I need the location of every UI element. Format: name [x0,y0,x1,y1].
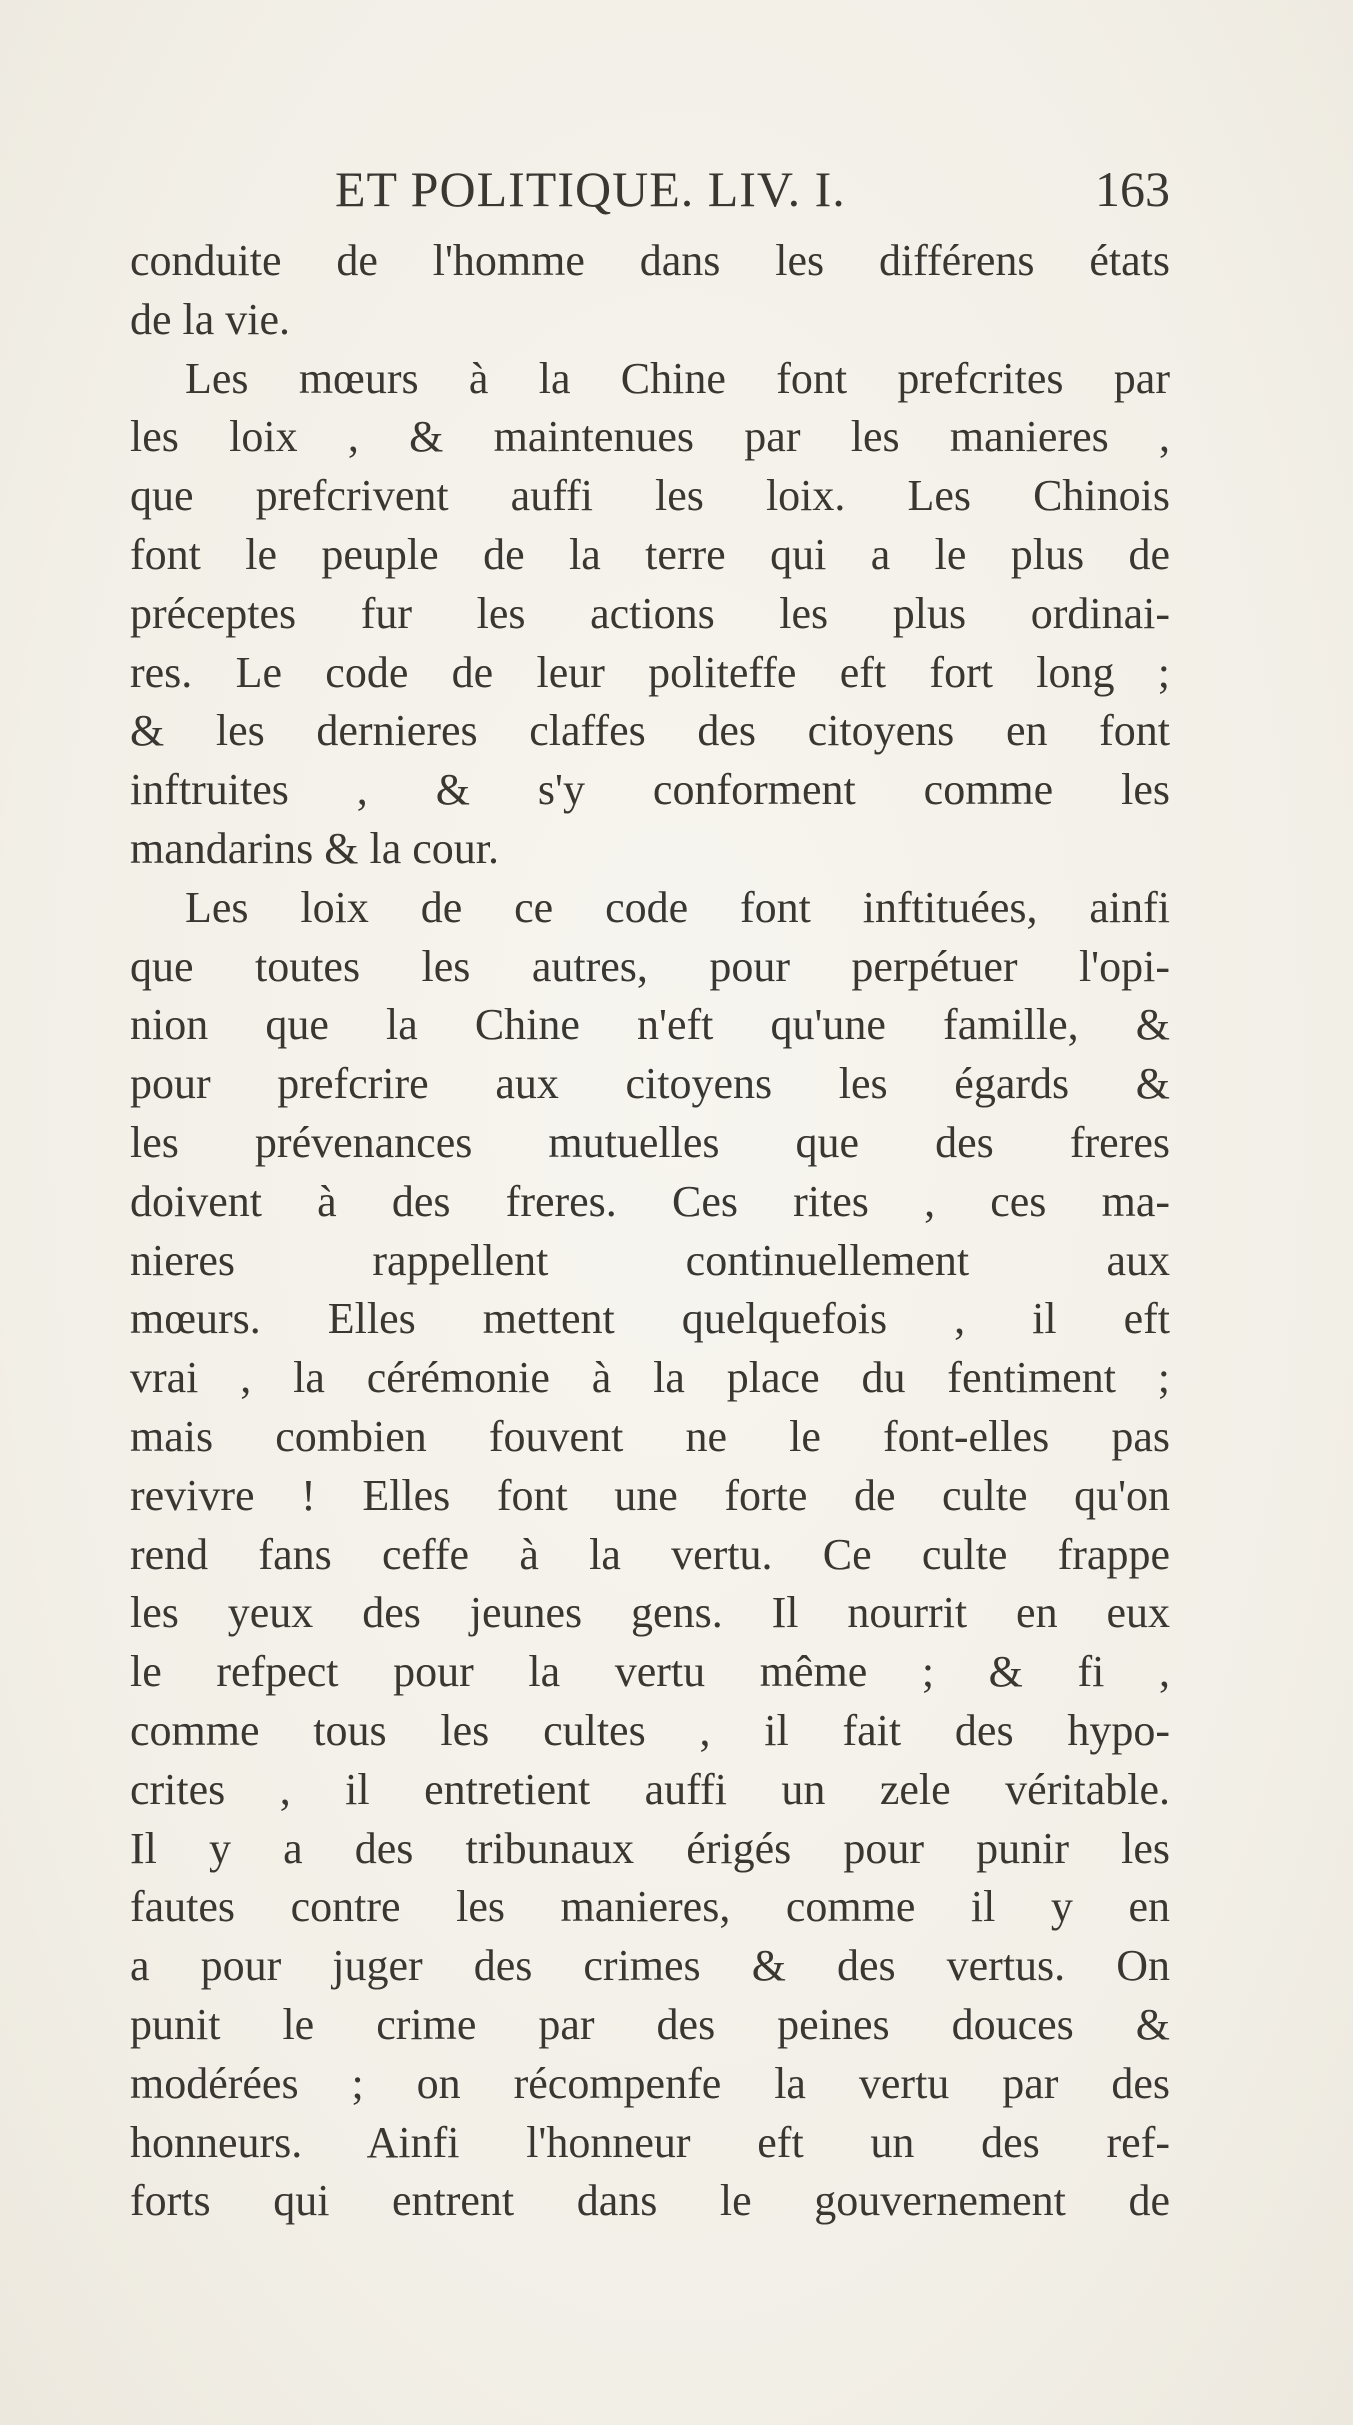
text-line: Les loix de ce code font inftituées, ainfi [185,882,1170,932]
text-line: & les dernieres claffes des citoyens en font [130,706,1170,756]
text-line: que prefcrivent auffi les loix. Les Chinois [130,471,1170,521]
text-line: punit le crime par des peines douces & [130,1999,1170,2049]
text-line: le refpect pour la vertu même ; & fi , [130,1647,1170,1697]
text-line: doivent à des freres. Ces rites , ces ma- [130,1176,1170,1226]
text-line: préceptes fur les actions les plus ordinai- [130,588,1170,638]
text-line: mais combien fouvent ne le font-elles pas [130,1411,1170,1461]
text-line: a pour juger des crimes & des vertus. On [130,1941,1170,1991]
text-line: modérées ; on récompenfe la vertu par des [130,2058,1170,2108]
body-text [130,232,1170,2231]
page-number: 163 [1095,161,1170,217]
text-line: Les mœurs à la Chine font prefcrites par [185,353,1170,403]
text-line: forts qui entrent dans le gouvernement de [130,2176,1170,2226]
text-line: mandarins & la cour. [130,823,500,873]
page-header [130,160,1170,230]
text-line: nion que la Chine n'eft qu'une famille, & [130,1000,1170,1050]
text-line: nieres rappellent continuellement aux [130,1235,1170,1285]
text-line: pour prefcrire aux citoyens les égards & [130,1059,1170,1109]
text-line: comme tous les cultes , il fait des hypo- [130,1705,1170,1755]
text-line: mœurs. Elles mettent quelquefois , il eft [130,1294,1170,1344]
text-line: inftruites , & s'y conforment comme les [130,765,1170,815]
text-line: honneurs. Ainfi l'honneur eft un des ref- [130,2117,1170,2167]
text-line: font le peuple de la terre qui a le plus de [130,529,1170,579]
text-line: conduite de l'homme dans les différens états [130,236,1170,285]
text-line: que toutes les autres, pour perpétuer l'opi- [130,941,1170,991]
text-line: fautes contre les manieres, comme il y en [130,1882,1170,1932]
text-line: les yeux des jeunes gens. Il nourrit en eux [130,1588,1170,1638]
text-line: crites , il entretient auffi un zele véritable. [130,1764,1170,1814]
text-line: les prévenances mutuelles que des freres [130,1117,1170,1167]
text-line: revivre ! Elles font une forte de culte qu'on [130,1470,1170,1520]
text-line: Il y a des tribunaux érigés pour punir les [130,1823,1170,1873]
text-line: les loix , & maintenues par les manieres , [130,412,1170,462]
text-line: res. Le code de leur politeffe eft fort long ; [130,647,1170,697]
text-line: de la vie. [130,294,291,344]
text-line: vrai , la cérémonie à la place du fentiment ; [130,1353,1170,1403]
text-line: rend fans ceffe à la vertu. Ce culte frappe [130,1529,1170,1579]
running-head: ET POLITIQUE. LIV. I. [335,161,846,217]
